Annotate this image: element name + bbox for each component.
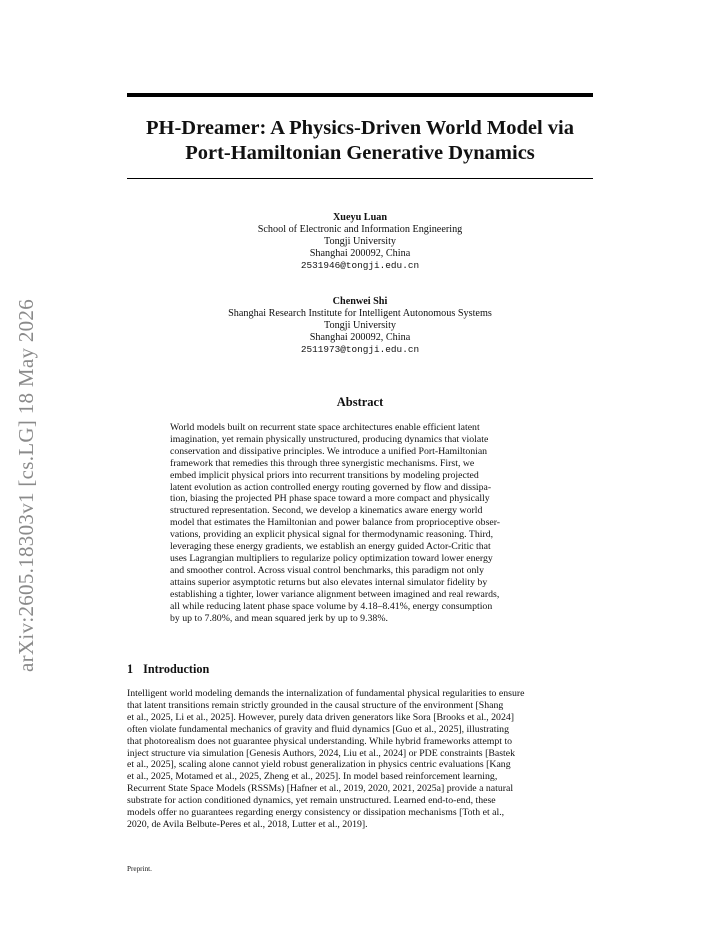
author-name: Chenwei Shi xyxy=(332,296,388,307)
abstract-heading: Abstract xyxy=(336,395,384,409)
text-line: imagination, yet remain physically unstructured, producing dynamics that violate xyxy=(170,433,489,445)
text-line: Recurrent State Space Models (RSSMs) [Hafner et al., 2019, 2020, 2021, 2025a] provide a natural xyxy=(127,783,514,795)
text-line: model that estimates the Hamiltonian and power balance from proprioceptive obser- xyxy=(170,517,501,529)
author-name: Xueyu Luan xyxy=(332,212,388,223)
text-line: models offer no guarantees regarding energy consistency or dissipation mechanisms [Toth et al., xyxy=(127,807,505,819)
title-top-rule xyxy=(127,93,593,97)
preprint-footer: Preprint. xyxy=(127,865,152,873)
title-line: Port-Hamiltonian Generative Dynamics xyxy=(185,142,535,164)
text-line: attains superior asymptotic returns but also elevates internal simulator fidelity by xyxy=(170,576,488,588)
text-line: that photorealism does not guarantee physical understanding. While hybrid frameworks attempt to xyxy=(127,735,513,747)
text-line: and smoother control. Across visual control benchmarks, this paradigm not only xyxy=(170,564,484,576)
section-title: Introduction xyxy=(143,662,210,676)
text-line: vations, providing an explicit physical signal for thermodynamic reasoning. Third, xyxy=(170,529,494,541)
author-email: 2511973@tongji.edu.cn xyxy=(300,344,420,355)
text-line: embed implicit physical priors into recurrent transitions by modeling projected xyxy=(170,469,479,481)
author-university: Tongji University xyxy=(323,236,396,247)
author-city: Shanghai 200092, China xyxy=(309,332,411,343)
author-block-1 xyxy=(127,212,593,272)
paper-title xyxy=(127,116,593,166)
text-line: that latent transitions remain strictly grounded in the causal structure of the environment [Shang xyxy=(127,699,504,711)
text-line: 2020, de Avila Belbute-Peres et al., 2018, Lutter et al., 2019]. xyxy=(127,818,368,830)
text-line: leveraging these energy gradients, we establish an energy guided Actor-Critic that xyxy=(170,541,491,553)
text-line: et al., 2025], scaling alone cannot yield robust generalization in physics centric evaluations [Kang xyxy=(127,759,511,771)
text-line: often violate fundamental mechanics of gravity and fluid dynamics [Guo et al., 2025], illustrating xyxy=(127,723,509,735)
section-number: 1 xyxy=(127,662,134,676)
text-line: substrate for action conditioned dynamics, yet remain unstructured. Learned end-to-end, these xyxy=(127,795,496,807)
text-line: inject structure via simulation [Genesis Authors, 2024, Liu et al., 2024] or PDE constraints [Bastek xyxy=(127,747,515,759)
section-heading xyxy=(127,662,209,677)
author-block-2 xyxy=(127,296,593,356)
text-line: latent evolution as action controlled energy routing governed by flow and dissipa- xyxy=(170,481,492,493)
text-line: by up to 7.80%, and mean squared jerk by up to 9.38%. xyxy=(170,612,388,624)
text-line: structured representation. Second, we develop a kinematics aware energy world xyxy=(170,505,483,517)
author-affiliation: Shanghai Research Institute for Intelligent Autonomous Systems xyxy=(228,308,492,319)
title-line: PH-Dreamer: A Physics-Driven World Model via xyxy=(146,117,574,139)
text-line: et al., 2025, Li et al., 2025]. However, purely data driven generators like Sora [Brooks et al., 2024] xyxy=(127,711,515,723)
abstract-body xyxy=(170,422,551,624)
arxiv-identifier-stamp: arXiv:2605.18303v1 [cs.LG] 18 May 2026 xyxy=(14,298,38,672)
text-line: framework that remedies this through three synergistic mechanisms. First, we xyxy=(170,457,475,469)
text-line: et al., 2025, Motamed et al., 2025, Zheng et al., 2025]. In model based reinforcement learning, xyxy=(127,771,498,783)
text-line: all while reducing latent phase space volume by 4.18–8.41%, energy consumption xyxy=(170,600,493,612)
text-line: uses Lagrangian multipliers to regularize policy optimization toward lower energy xyxy=(170,552,493,564)
author-affiliation: School of Electronic and Information Engineering xyxy=(257,224,463,235)
text-line: Intelligent world modeling demands the internalization of fundamental physical regularities to ensure xyxy=(127,688,525,699)
author-email: 2531946@tongji.edu.cn xyxy=(300,260,420,271)
text-line: establishing a tighter, lower variance alignment between imagined and real rewards, xyxy=(170,588,500,600)
text-line: conservation and dissipative principles. We introduce a unified Port-Hamiltonian xyxy=(170,445,488,457)
title-bottom-rule xyxy=(127,178,593,179)
author-university: Tongji University xyxy=(323,320,396,331)
introduction-body xyxy=(127,688,593,831)
text-line: World models built on recurrent state space architectures enable efficient latent xyxy=(170,422,480,433)
text-line: tion, biasing the projected PH phase space toward a more compact and physically xyxy=(170,493,490,505)
author-city: Shanghai 200092, China xyxy=(309,248,411,259)
